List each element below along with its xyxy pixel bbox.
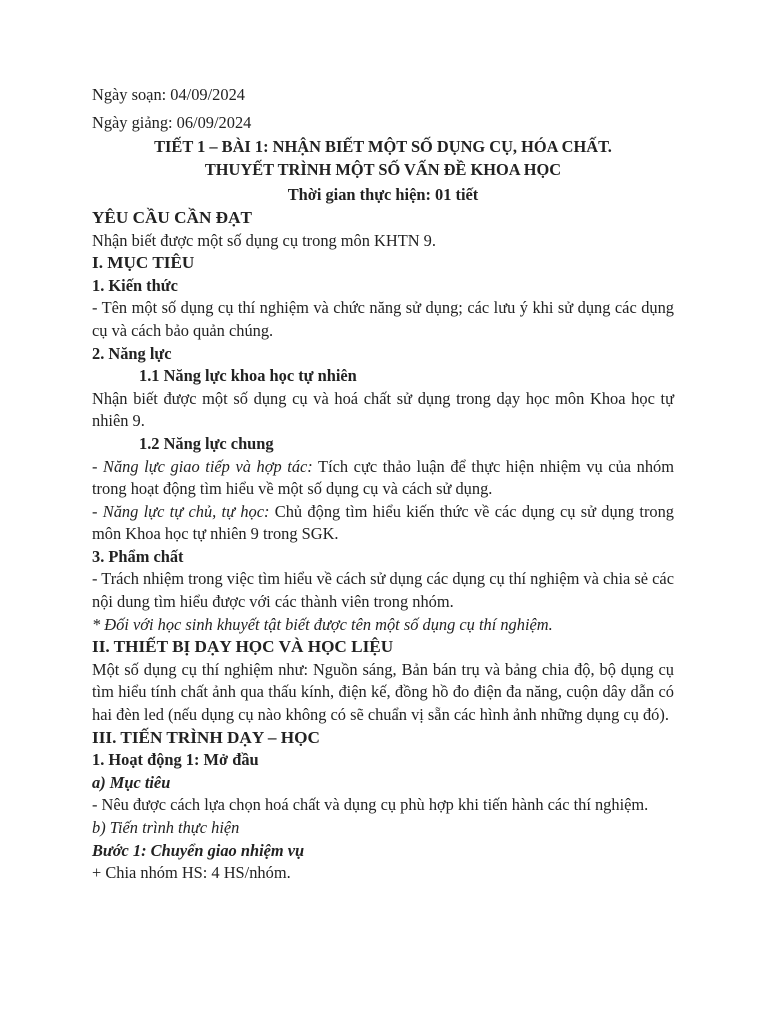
science-competence-heading: 1.1 Năng lực khoa học tự nhiên bbox=[139, 366, 357, 386]
activity1-heading: 1. Hoạt động 1: Mở đầu bbox=[92, 750, 259, 770]
goal-text: - Nêu được cách lựa chọn hoá chất và dụng cụ phù hợp khi tiến hành các thí nghiệm. bbox=[92, 795, 649, 815]
knowledge-text: - Tên một số dụng cụ thí nghiệm và chức năng sử dụng; các lưu ý khi sử dụng các dụng cụ và cách bảo quản chúng. bbox=[92, 298, 674, 340]
requirements-heading: YÊU CẦU CẦN ĐẠT bbox=[92, 207, 252, 227]
objectives-heading: I. MỤC TIÊU bbox=[92, 253, 195, 273]
date-prepared: Ngày soạn: 04/09/2024 bbox=[92, 85, 245, 104]
qualities-text: - Trách nhiệm trong việc tìm hiểu về cách sử dụng các dụng cụ thí nghiệm và chia sẻ các nội dung tìm hiểu được với các thành viên trong nhóm. bbox=[92, 569, 674, 612]
disability-note: * Đối với học sinh khuyết tật biết được tên một số dụng cụ thí nghiệm. bbox=[92, 614, 553, 634]
goal-heading: a) Mục tiêu bbox=[92, 772, 171, 792]
procedure-heading: b) Tiến trình thực hiện bbox=[92, 818, 240, 837]
selfstudy-label: - Năng lực tự chủ, tự học: bbox=[92, 501, 270, 521]
lesson-plan-page bbox=[92, 84, 674, 885]
general-competence-heading: 1.2 Năng lực chung bbox=[139, 433, 274, 453]
lesson-title-line1: TIẾT 1 – BÀI 1: NHẬN BIẾT MỘT SỐ DỤNG CỤ, HÓA CHẤT. bbox=[154, 137, 612, 157]
duration: Thời gian thực hiện: 01 tiết bbox=[287, 185, 479, 205]
selfstudy-competence bbox=[92, 501, 674, 546]
requirements-text: Nhận biết được một số dụng cụ trong môn KHTN 9. bbox=[92, 230, 436, 250]
communication-label: - Năng lực giao tiếp và hợp tác: bbox=[92, 456, 313, 476]
communication-competence bbox=[92, 456, 674, 501]
qualities-heading: 3. Phẩm chất bbox=[92, 546, 184, 566]
step1-text: + Chia nhóm HS: 4 HS/nhóm. bbox=[92, 863, 291, 883]
date-taught: Ngày giảng: 06/09/2024 bbox=[92, 112, 252, 132]
communication-text: Tích cực thảo luận để thực hiện nhiệm vụ của nhóm trong hoạt động tìm hiểu về một số dụng cụ và cách sử dụng. bbox=[92, 456, 674, 499]
knowledge-heading: 1. Kiến thức bbox=[92, 275, 178, 295]
equipment-heading: II. THIẾT BỊ DẠY HỌC VÀ HỌC LIỆU bbox=[92, 637, 394, 657]
selfstudy-text: Chủ động tìm hiểu kiến thức về các dụng cụ sử dụng trong môn Khoa học tự nhiên 9 trong SGK. bbox=[92, 501, 674, 544]
equipment-text: Một số dụng cụ thí nghiệm như: Nguồn sáng, Bản bán trụ và bảng chia độ, bộ dụng cụ tìm hiểu tính chất ảnh qua thấu kính, điện kế, đồng hồ đo điện đa năng, cuộn dây dẫn có hai đèn led (nếu dụng cụ nào không có sẽ chuẩn vị sẵn các hình ảnh những dụng cụ đó). bbox=[92, 659, 674, 725]
lesson-title-line2: THUYẾT TRÌNH MỘT SỐ VẤN ĐỀ KHOA HỌC bbox=[204, 159, 562, 179]
process-heading: III. TIẾN TRÌNH DẠY – HỌC bbox=[92, 727, 320, 747]
science-competence-text: Nhận biết được một số dụng cụ và hoá chất sử dụng trong dạy học môn Khoa học tự nhiên 9. bbox=[92, 388, 674, 431]
competence-heading: 2. Năng lực bbox=[92, 343, 172, 363]
step1-heading: Bước 1: Chuyển giao nhiệm vụ bbox=[92, 840, 305, 860]
